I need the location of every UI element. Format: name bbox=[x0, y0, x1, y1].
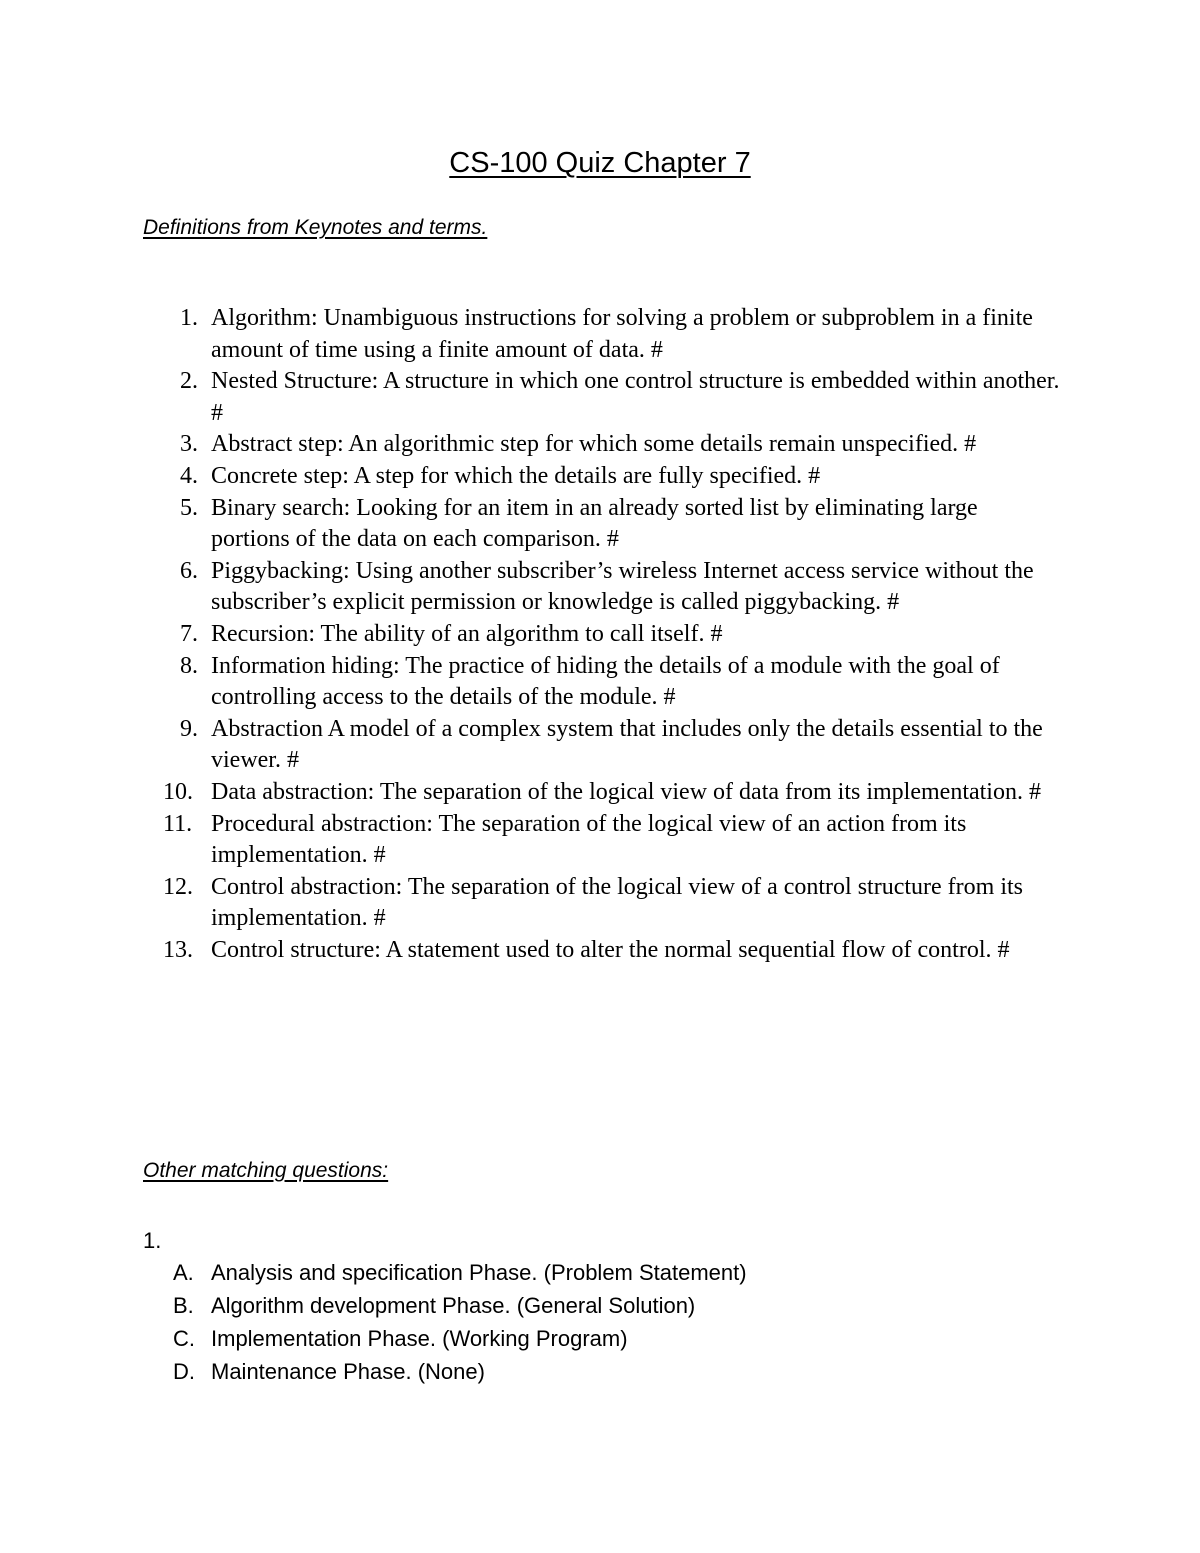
item-text: Information hiding: The practice of hiding the details of a module with the goal of controlling access to the details of the module. # bbox=[211, 652, 1000, 711]
list-item bbox=[0, 366, 1200, 429]
list-item bbox=[0, 1289, 747, 1322]
matching-heading: Other matching questions: bbox=[143, 1159, 389, 1182]
item-text: Data abstraction: The separation of the logical view of data from its implementation. # bbox=[211, 778, 1041, 805]
item-text: Abstraction A model of a complex system that includes only the details essential to the viewer. # bbox=[211, 715, 1043, 774]
item-number: 1. bbox=[180, 305, 198, 331]
item-number: 8. bbox=[180, 652, 198, 679]
item-text: Abstract step: An algorithmic step for which some details remain unspecified. # bbox=[211, 431, 977, 458]
item-text: Analysis and specification Phase. (Problem Statement) bbox=[211, 1260, 747, 1285]
item-text: Control structure: A statement used to alter the normal sequential flow of control. # bbox=[211, 936, 1010, 963]
item-text: Binary search: Looking for an item in an already sorted list by eliminating large portions of the data on each comparison. # bbox=[211, 494, 978, 553]
item-number: 5. bbox=[180, 494, 198, 521]
definitions-list bbox=[0, 303, 1200, 966]
item-text: Nested Structure: A structure in which one control structure is embedded within another. # bbox=[211, 368, 1060, 426]
page-title: CS-100 Quiz Chapter 7 bbox=[449, 147, 751, 179]
list-item bbox=[0, 1322, 747, 1355]
list-item bbox=[0, 493, 1200, 556]
list-item bbox=[0, 872, 1200, 935]
list-item bbox=[0, 935, 1200, 967]
item-number: 10. bbox=[163, 778, 193, 805]
item-text: Implementation Phase. (Working Program) bbox=[211, 1326, 628, 1351]
item-letter: D. bbox=[173, 1359, 195, 1384]
list-item bbox=[0, 556, 1200, 619]
item-number: 4. bbox=[180, 462, 198, 489]
item-text: Procedural abstraction: The separation of the logical view of an action from its implementation. # bbox=[211, 810, 967, 869]
item-number: 6. bbox=[180, 557, 198, 584]
list-item bbox=[0, 429, 1200, 461]
item-text: Maintenance Phase. (None) bbox=[211, 1359, 485, 1384]
item-number: 9. bbox=[180, 715, 198, 742]
item-text: Algorithm: Unambiguous instructions for solving a problem or subproblem in a finite amount of time using a finite amount of data. # bbox=[211, 305, 1033, 363]
question-number: 1. bbox=[143, 1228, 162, 1253]
item-number: 2. bbox=[180, 368, 198, 395]
item-text: Control abstraction: The separation of the logical view of a control structure from its implementation. # bbox=[211, 873, 1023, 932]
item-letter: B. bbox=[173, 1293, 194, 1318]
list-item bbox=[0, 777, 1200, 809]
list-item bbox=[0, 303, 1200, 366]
list-item bbox=[0, 619, 1200, 651]
list-item bbox=[0, 1256, 747, 1289]
list-item bbox=[0, 809, 1200, 872]
list-item bbox=[0, 1355, 747, 1388]
item-text: Algorithm development Phase. (General Solution) bbox=[211, 1293, 696, 1318]
list-item bbox=[0, 714, 1200, 777]
item-number: 12. bbox=[163, 873, 193, 900]
list-item bbox=[0, 461, 1200, 493]
item-letter: C. bbox=[173, 1326, 195, 1351]
list-item bbox=[0, 651, 1200, 714]
item-number: 7. bbox=[180, 620, 198, 647]
item-text: Recursion: The ability of an algorithm to call itself. # bbox=[211, 620, 723, 647]
item-text: Concrete step: A step for which the details are fully specified. # bbox=[211, 462, 821, 489]
item-letter: A. bbox=[173, 1260, 194, 1285]
item-number: 13. bbox=[163, 936, 193, 963]
item-number: 3. bbox=[180, 431, 198, 458]
matching-list bbox=[0, 1256, 747, 1388]
item-text: Piggybacking: Using another subscriber’s wireless Internet access service without the subscriber’s explicit permission or knowledge is called piggybacking. # bbox=[211, 557, 1034, 616]
definitions-heading: Definitions from Keynotes and terms. bbox=[143, 216, 488, 239]
item-number: 11. bbox=[163, 810, 193, 837]
